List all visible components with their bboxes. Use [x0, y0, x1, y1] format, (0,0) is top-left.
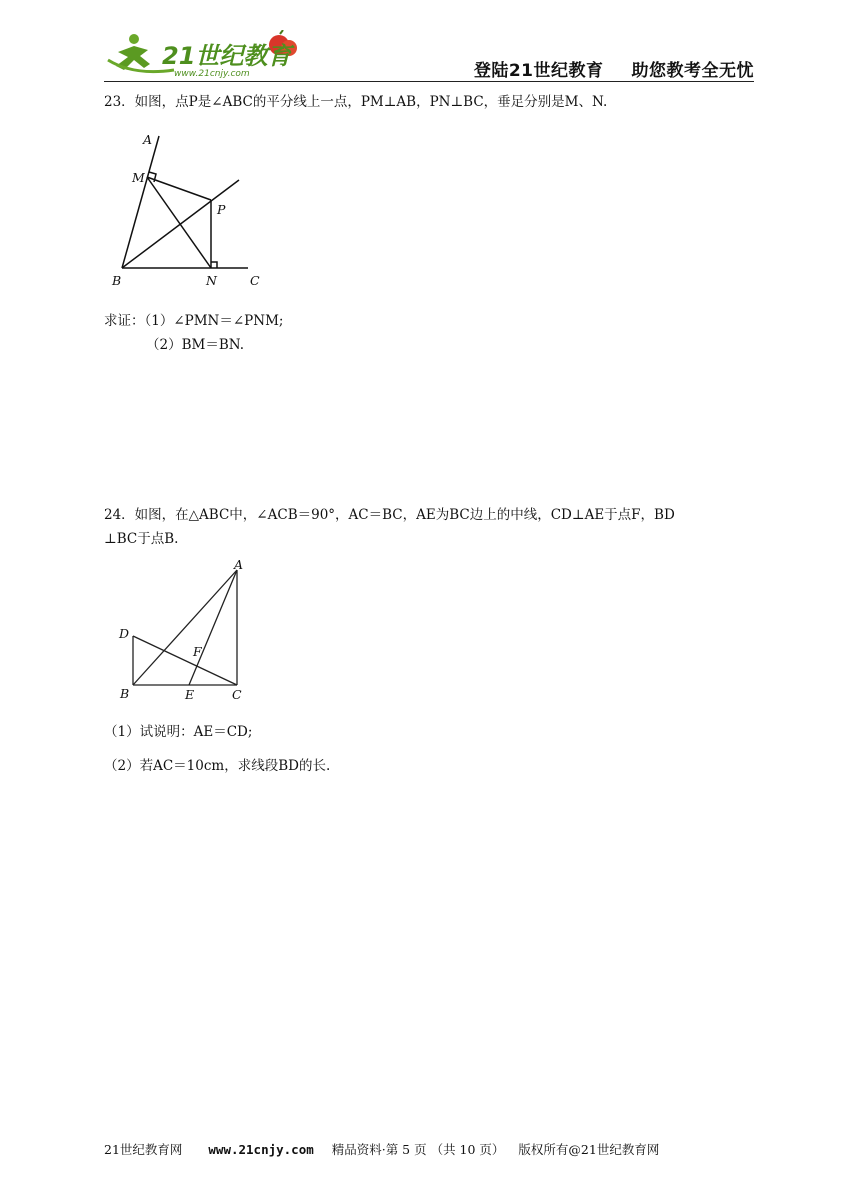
q23-stem: 23．如图，点P是∠ABC的平分线上一点，PM⊥AB，PN⊥BC，垂足分别是M、N.: [104, 94, 608, 110]
page-footer: [104, 1140, 659, 1158]
logo-url: www.21cnjy.com: [174, 69, 250, 79]
logo: [104, 30, 304, 80]
q24-part-1: （1）试说明：AE＝CD;: [104, 724, 253, 740]
q24-part-2: （2）若AC＝10cm，求线段BD的长.: [104, 758, 331, 774]
q24-figure: [114, 553, 254, 703]
q24-label-d: D: [119, 626, 130, 641]
q23-label-c: C: [250, 273, 260, 288]
footer-page-info: 精品资料·第 5 页 （共 10 页）: [331, 1142, 505, 1157]
q23-label-a: A: [143, 132, 153, 147]
q24-label-b: B: [120, 686, 130, 701]
q23-label-m: M: [132, 170, 145, 185]
logo-icon: [104, 30, 304, 80]
q24-stem-line2: ⊥BC于点B.: [104, 531, 179, 547]
footer-brand: 21世纪教育网: [104, 1142, 183, 1157]
slogan-right: 助您教考全无忧: [631, 61, 754, 81]
footer-copyright: 版权所有@21世纪教育网: [518, 1142, 660, 1157]
page-header: [104, 30, 754, 82]
q23-label-b: B: [112, 273, 122, 288]
q23-proof-2: （2）BM＝BN.: [146, 337, 244, 353]
q23-proof-1: 求证：（1）∠PMN＝∠PNM;: [104, 313, 284, 329]
q23-figure: [108, 128, 268, 294]
q24-stem-line1: 24．如图，在△ABC中，∠ACB＝90°，AC＝BC，AE为BC边上的中线，CD⊥AE于点F，BD: [104, 507, 675, 523]
footer-site-link[interactable]: www.21cnjy.com: [208, 1142, 314, 1157]
q24-label-e: E: [185, 687, 195, 702]
logo-text: 21世纪教育: [162, 42, 292, 70]
header-slogan: [474, 56, 754, 81]
q23-label-p: P: [217, 202, 226, 217]
q23-label-n: N: [206, 273, 217, 288]
slogan-left: 登陆21世纪教育: [473, 61, 604, 81]
q24-label-a: A: [234, 557, 244, 572]
header-divider: [104, 81, 754, 82]
q24-label-c: C: [232, 687, 242, 702]
q24-label-f: F: [193, 644, 202, 659]
